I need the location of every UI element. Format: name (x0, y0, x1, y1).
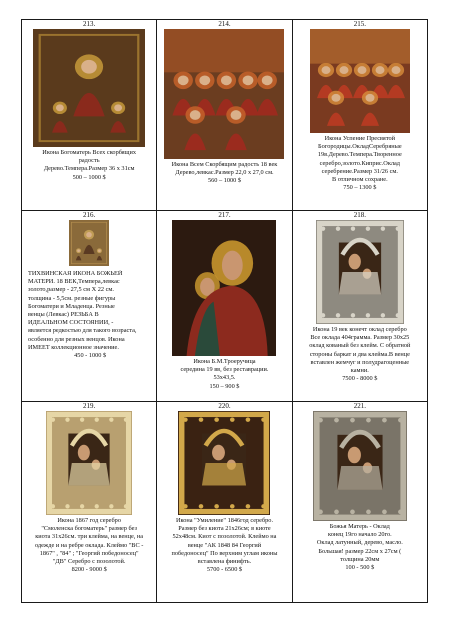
desc-price: 750 – 1300 $ (343, 184, 377, 192)
lot-number: 214. (218, 20, 231, 28)
desc-line: Икона 19 век конечт оклад серебро (312, 326, 407, 333)
lot-number: 216. (83, 211, 96, 219)
desc-line: оклад кованый без клейм. С обратной (309, 342, 411, 350)
icon-photo-216[interactable] (69, 220, 109, 266)
desc-line: Икона 1867 год серебро (57, 517, 121, 524)
desc-line: радость (78, 157, 100, 165)
desc-line: киота 31х26см. три клейма, на венце, на (35, 533, 144, 541)
desc-line: победоносец" По верхним углам иконы (171, 549, 278, 557)
lot-description (293, 326, 427, 383)
desc-line: толщина - 5,5см. резные фигуры (28, 294, 116, 302)
desc-line: Икона Б.М.Троеручица (193, 358, 256, 365)
desc-line: "ДВ" Серебро с позолотой. (52, 558, 126, 566)
lot-number: 221. (353, 402, 366, 410)
desc-line: МАТЕРИ. 18 ВЕК,Темпера,левкас (28, 278, 120, 286)
catalog-cell-213 (22, 20, 157, 211)
catalog-cell-217 (157, 211, 292, 402)
desc-price: 150 – 900 $ (209, 382, 240, 390)
lot-description (293, 523, 427, 572)
desc-price: 8200 - 9000 $ (71, 566, 107, 574)
icon-photo-215[interactable] (310, 29, 410, 133)
desc-line: серебрение.Размер 31/26 см. (321, 167, 398, 175)
desc-price: 450 - 1000 $ (74, 352, 107, 360)
catalog-cell-215 (292, 20, 427, 211)
desc-line: 52х48см. Киот с позолотой. Клеймо на (172, 533, 277, 541)
lot-description (157, 517, 291, 574)
desc-line: Икона Успение Пресвятой (324, 135, 396, 142)
desc-line: Богородицы.ОкладСеребряные (318, 143, 402, 151)
desc-price: 560 – 1000 $ (207, 177, 242, 185)
lot-number: 213. (83, 20, 96, 28)
icon-photo-217[interactable] (172, 220, 276, 356)
desc-line: Оклад латунный, дерево, масло. (316, 539, 403, 547)
desc-line: Дерево,левкас.Размер 22,0 х 27,0 см. (175, 169, 274, 177)
catalog-cell-216 (22, 211, 157, 402)
desc-line: 1867" , "84" ; "Георгий победоносец" (39, 549, 139, 557)
desc-line: венцы (Левкас) РЕЗЬБА В (28, 311, 99, 319)
catalog-cell-219 (22, 402, 157, 603)
desc-line: Икона "Умиление" 1846год серебро. (175, 517, 274, 524)
desc-price: 500 – 1000 $ (72, 173, 106, 181)
desc-line: толщина 20мм (340, 555, 380, 563)
icon-photo-213[interactable] (33, 29, 145, 147)
lot-description (22, 149, 156, 182)
desc-line: Божья Матерь - Оклад (329, 523, 390, 530)
desc-price: 5700 - 6500 $ (206, 566, 243, 574)
desc-line: вставлена финифть. (197, 558, 252, 566)
icon-catalog-table (21, 19, 428, 603)
desc-line: серебро,золото.Киприс.Оклад (319, 159, 401, 167)
desc-line: Большая! размер 22см х 27см ( (318, 547, 402, 555)
lot-description (157, 161, 291, 186)
lot-number: 220. (218, 402, 231, 410)
lot-number: 217. (218, 211, 231, 219)
catalog-cell-214 (157, 20, 292, 211)
icon-photo-219[interactable] (46, 411, 132, 515)
desc-line: Все оклада 404грамма. Размер 30х25 (310, 334, 410, 342)
desc-line: 19в.Дерево.Темпера.Творенное (317, 151, 402, 159)
desc-line: конец 19го начало 20го. (327, 531, 392, 539)
desc-line: одежде и на ребре оклада. Клеймо "ВС - (34, 541, 144, 549)
lot-number: 218. (353, 211, 366, 219)
lot-description (22, 270, 156, 360)
desc-line: является редкостью для такого возраста, (28, 327, 137, 335)
lot-number: 215. (353, 20, 366, 28)
desc-price: 7500 - 8000 $ (342, 375, 378, 383)
icon-photo-218[interactable] (316, 220, 404, 324)
icon-photo-221[interactable] (313, 411, 407, 521)
catalog-cell-220 (157, 402, 292, 603)
catalog-cell-221 (292, 402, 427, 603)
desc-line: "Смоленска богоматерь" размер без (41, 525, 137, 533)
desc-line: венце "АК 1848 84 Георгий (187, 541, 262, 549)
desc-line: Икона Богоматерь Всех скорбящих (42, 149, 137, 156)
desc-line: Дерево.Темпера.Размер 36 х 31см (43, 165, 135, 173)
desc-line: В отличном сохране. (331, 176, 388, 184)
icon-photo-220[interactable] (178, 411, 270, 515)
desc-line: Богоматери и Младенца. Резные (28, 302, 115, 310)
desc-line: середина 19 вв, без реставрации. (180, 366, 269, 374)
lot-description (293, 135, 427, 192)
desc-line: особенно для резных венцов. Икона (28, 335, 125, 343)
lot-description (22, 517, 156, 574)
desc-line: 53х43,5. (213, 374, 236, 382)
desc-price: 100 - 500 $ (345, 564, 375, 572)
icon-photo-214[interactable] (164, 29, 284, 159)
desc-line: золото,размер - 27,5 см Х 22 см. (28, 286, 114, 294)
desc-line: стороны баркат и два клейма.В венце (309, 350, 410, 358)
desc-line: Икона Всем Скорбящим радость 18 век (171, 161, 278, 168)
desc-line: вставлен жемчуг и полудрагоценные (310, 358, 410, 366)
lot-number: 219. (83, 402, 96, 410)
catalog-cell-218 (292, 211, 427, 402)
desc-line: ИМЕЕТ коллекционное значение. (28, 343, 119, 351)
desc-line: камни. (350, 367, 369, 375)
lot-description (157, 358, 291, 391)
desc-line: Размер без киота 21х26см; в киоте (178, 525, 271, 533)
desc-line: ИДЕАЛЬНОМ СОСТОЯНИИ, - (28, 319, 114, 327)
desc-line: ТИХВИНСКАЯ ИКОНА БОЖЬЕЙ (28, 270, 123, 277)
